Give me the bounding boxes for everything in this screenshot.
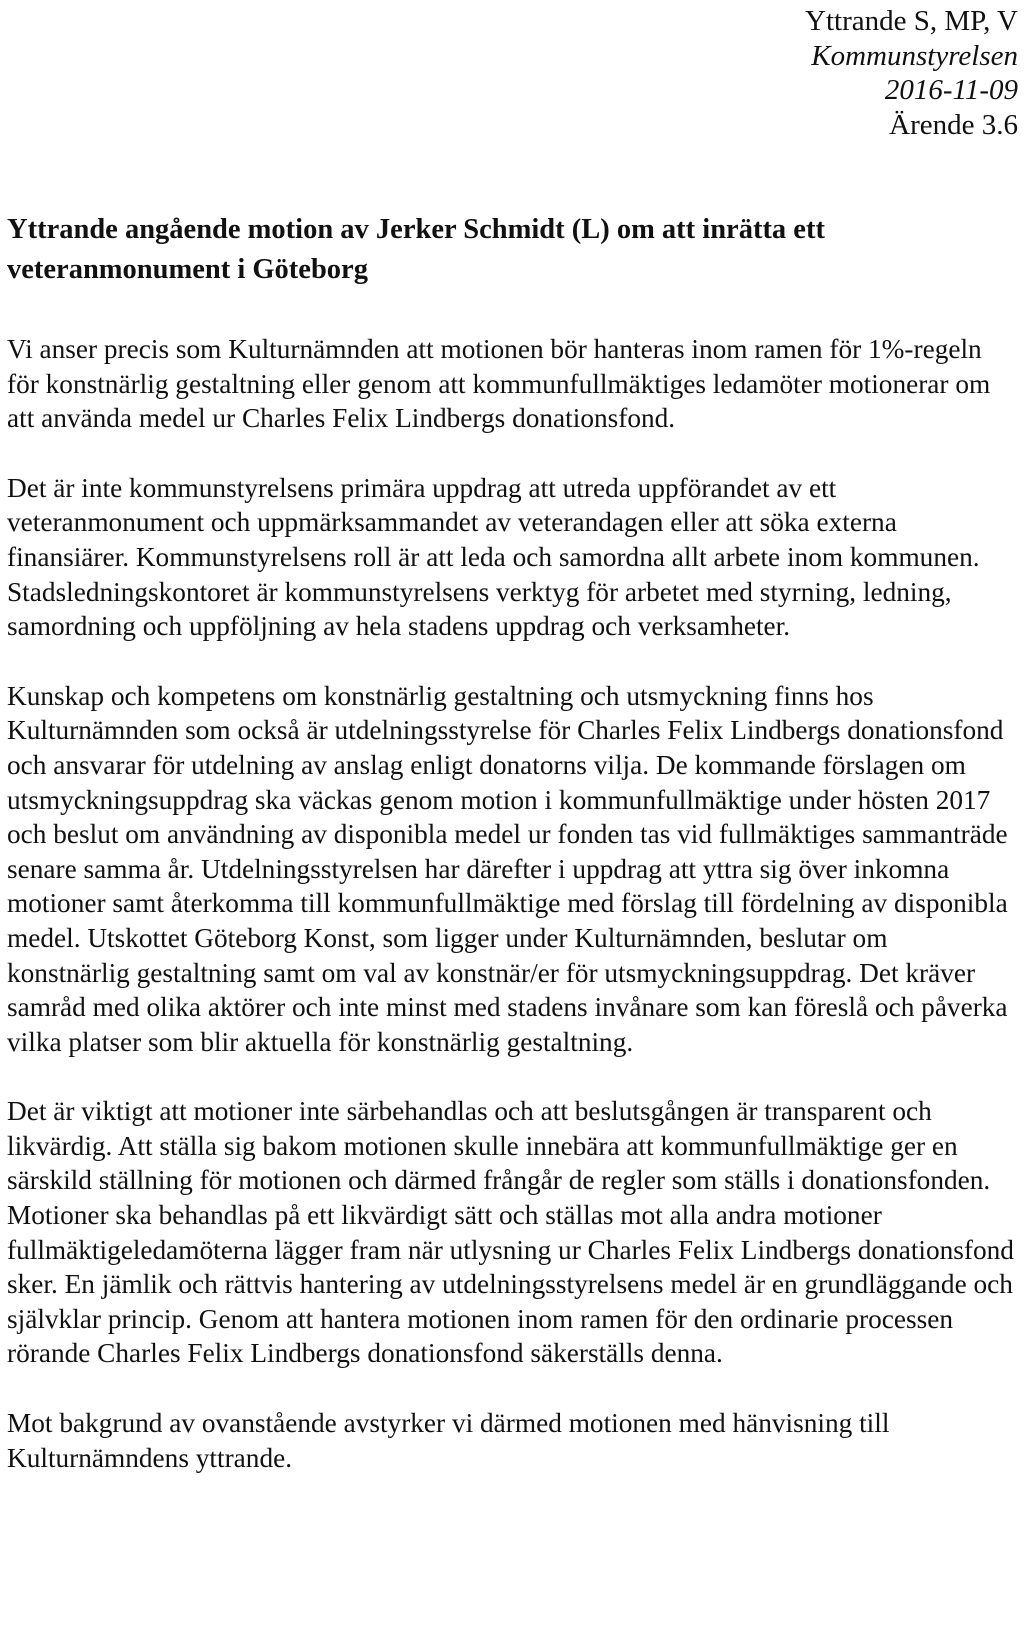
paragraph: Det är viktigt att motioner inte särbehandlas och att beslutsgången är transparent och likvärdig. Att ställa sig bakom motionen skulle innebära att kommunfullmäktige ger en särskild ställning för motionen och därmed frångår de regler som ställs i donationsfonden. Motioner ska behandlas på ett likvärdigt sätt och ställas mot alla andra motioner fullmäktigeledamöterna lägger fram när utlysning ur Charles Felix Lindbergs donationsfond sker. En jämlik och rättvis hantering av utdelningsstyrelsens medel är en grundläggande och självklar princip. Genom att hantera motionen inom ramen för den ordinarie processen rörande Charles Felix Lindbergs donationsfond säkerställs denna.	[7, 1096, 1014, 1369]
paragraph: Mot bakgrund av ovanstående avstyrker vi därmed motionen med hänvisning till Kulturnämndens yttrande.	[7, 1408, 890, 1473]
paragraph: Det är inte kommunstyrelsens primära uppdrag att utreda uppförandet av ett veteranmonument och uppmärksammandet av veterandagen eller att söka externa finansiärer. Kommunstyrelsens roll är att leda och samordna allt arbete inom kommunen. Stadsledningskontoret är kommunstyrelsens verktyg för arbetet med styrning, ledning, samordning och uppföljning av hela stadens uppdrag och verksamheter.	[7, 472, 980, 642]
document-body	[7, 332, 1017, 1475]
document-title: Yttrande angående motion av Jerker Schmidt (L) om att inrätta ett veteranmonument i Göteborg	[7, 214, 825, 285]
paragraph: Vi anser precis som Kulturnämnden att motionen bör hanteras inom ramen för 1%-regeln för konstnärlig gestaltning eller genom att kommunfullmäktiges ledamöter motionerar om att använda medel ur Charles Felix Lindbergs donationsfond.	[7, 334, 991, 434]
party-line: Yttrande S, MP, V	[805, 5, 1018, 37]
agenda-item: Ärende 3.6	[889, 108, 1018, 141]
document-header	[805, 4, 1018, 142]
paragraph: Kunskap och kompetens om konstnärlig gestaltning och utsmyckning finns hos Kulturnämnden som också är utdelningsstyrelse för Charles Felix Lindbergs donationsfond och ansvarar för utdelning av anslag enligt donatorns vilja. De kommande förslagen om utsmyckningsuppdrag ska väckas genom motion i kommunfullmäktige under hösten 2017 och beslut om användning av disponibla medel ur fonden tas vid fullmäktiges sammanträde senare samma år. Utdelningsstyrelsen har därefter i uppdrag att yttra sig över inkomna motioner samt återkomma till kommunfullmäktige med förslag till fördelning av disponibla medel. Utskottet Göteborg Konst, som ligger under Kulturnämnden, beslutar om konstnärlig gestaltning samt om val av konstnär/er för utsmyckningsuppdrag. Det kräver samråd med olika aktörer och inte minst med stadens invånare som kan föreslå och påverka vilka platser som blir aktuella för konstnärlig gestaltning.	[7, 680, 1008, 1057]
document-date: 2016-11-09	[884, 74, 1018, 106]
issuing-body: Kommunstyrelsen	[811, 39, 1018, 72]
